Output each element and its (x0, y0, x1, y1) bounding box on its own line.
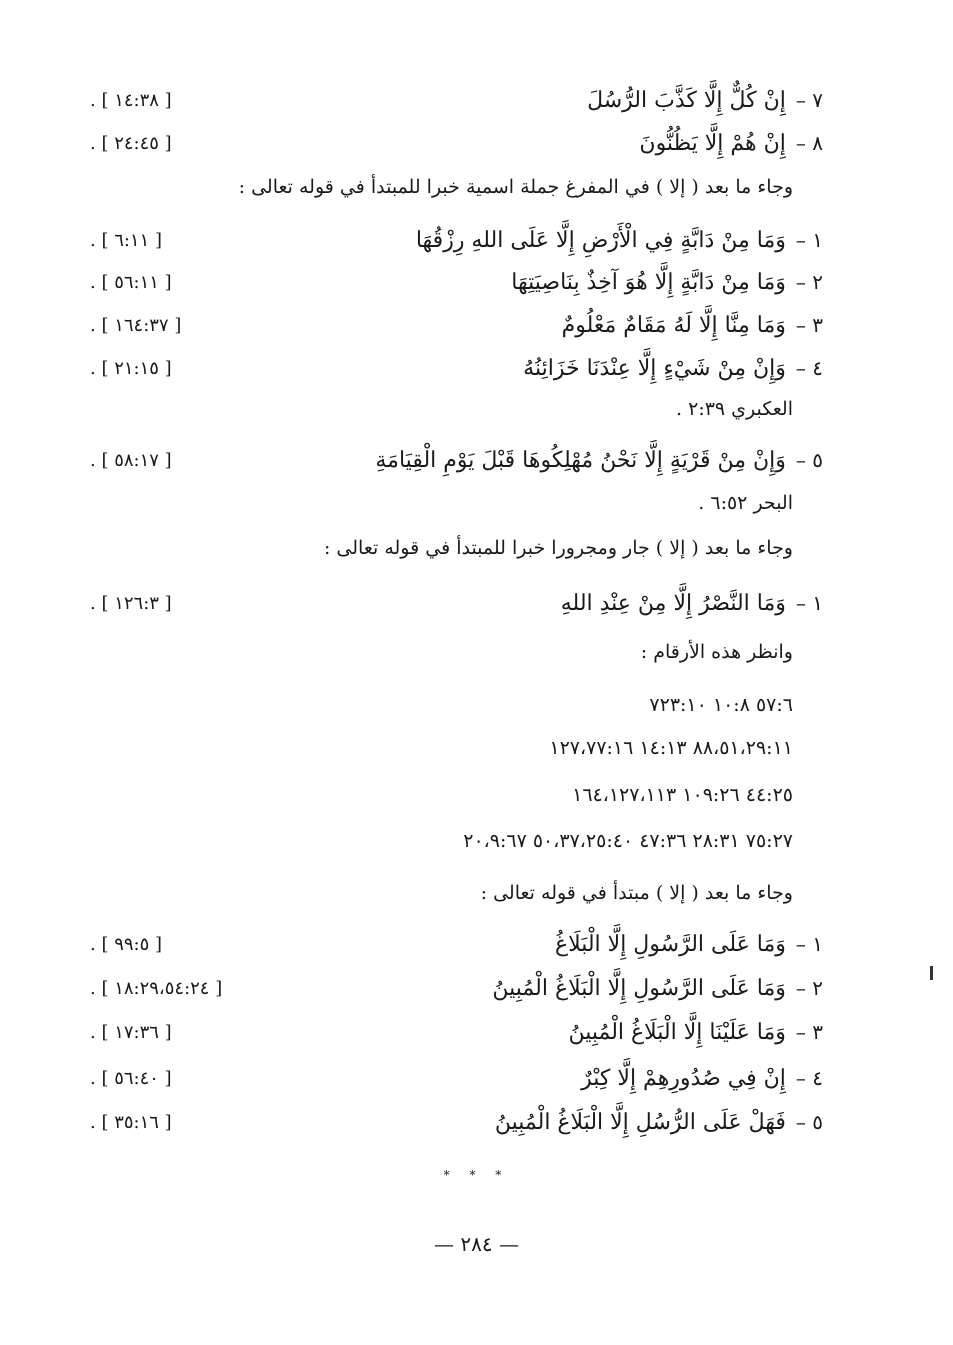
verse-text: إِنْ كُلٌّ إِلَّا كَذَّبَ الرُّسُلَ (587, 87, 786, 113)
verse-text-block (562, 313, 823, 338)
source-note: البحر ٦:٥٢ . (698, 492, 793, 514)
verse-text: وَمَا عَلَى الرَّسُولِ إِلَّا الْبَلَاغُ (554, 931, 786, 957)
source-note: العكبري ٢:٣٩ . (676, 398, 793, 420)
verse-row (90, 583, 823, 623)
reference-numbers-line: ٧٥:٢٧ ٢٨:٣١ ٤٧:٣٦ ٥٠،٣٧،٢٥:٤٠ ٢٠،٩:٦٧ (463, 830, 793, 852)
verse-text-block (495, 1110, 823, 1135)
verse-row (90, 80, 823, 120)
verse-text-block (492, 976, 823, 1001)
verse-row (90, 1012, 823, 1052)
verse-number: ٣ – (795, 1020, 823, 1044)
verse-reference: [ ١٨:٢٩،٥٤:٢٤ ] . (90, 977, 223, 999)
verse-number: ١ – (795, 228, 823, 252)
section-intro: وجاء ما بعد ( إلا ) مبتدأ في قوله تعالى : (480, 882, 793, 904)
section-intro: وانظر هذه الأرقام : (640, 641, 793, 663)
verse-number: ٥ – (795, 448, 823, 472)
verse-row (90, 220, 823, 260)
verse-text: فَهَلْ عَلَى الرُّسُلِ إِلَّا الْبَلَاغُ الْمُبِينُ (494, 1109, 786, 1135)
verse-text: وَمَا مِنَّا إِلَّا لَهُ مَقَامٌ مَعْلُومٌ (561, 312, 786, 338)
verse-text: وَمَا مِنْ دَابَّةٍ إِلَّا هُوَ آخِذٌ بِنَاصِيَتِهَا (511, 269, 786, 295)
verse-text-block (587, 88, 823, 113)
verse-row (90, 262, 823, 302)
verse-number: ٢ – (795, 270, 823, 294)
verse-text-block (416, 228, 823, 253)
verse-text: إِنْ فِي صُدُورِهِمْ إِلَّا كِبْرٌ (581, 1065, 786, 1091)
reference-numbers-line: ٨٨،٥١،٢٩:١١ ١٤:١٣ ١٢٧،٧٧:١٦ (549, 737, 793, 759)
reference-numbers-line: ٤٤:٢٥ ١٠٩:٢٦ ١٦٤،١٢٧،١١٣ (572, 784, 793, 806)
verse-text: وَإِنْ مِنْ شَيْءٍ إِلَّا عِنْدَنَا خَزَائِنُهُ (523, 355, 786, 381)
verse-text: وَإِنْ مِنْ قَرْيَةٍ إِلَّا نَحْنُ مُهْلِكُوهَا قَبْلَ يَوْمِ الْقِيَامَةِ (375, 447, 786, 473)
verse-text: وَمَا النَّصْرُ إِلَّا مِنْ عِنْدِ اللهِ (560, 590, 786, 616)
section-intro: وجاء ما بعد ( إلا ) في المفرغ جملة اسمية خبرا للمبتدأ في قوله تعالى : (238, 176, 793, 198)
verse-reference: [ ١٧:٣٦ ] . (90, 1021, 172, 1043)
verse-text: وَمَا عَلَى الرَّسُولِ إِلَّا الْبَلَاغُ الْمُبِينُ (492, 975, 786, 1001)
verse-row (90, 440, 823, 480)
verse-reference: [ ٢٤:٤٥ ] . (90, 132, 172, 154)
verse-text-block (561, 591, 823, 616)
section-intro: وجاء ما بعد ( إلا ) جار ومجرورا خبرا للمبتدأ في قوله تعالى : (323, 537, 793, 559)
verse-text: إِنْ هُمْ إِلَّا يَظُنُّونَ (639, 130, 786, 156)
verse-reference: [ ١٦٤:٣٧ ] . (90, 314, 182, 336)
verse-reference: [ ٥٦:١١ ] . (90, 271, 172, 293)
verse-number: ٧ – (795, 88, 823, 112)
verse-number: ٥ – (795, 1110, 823, 1134)
verse-reference: [ ٣٥:١٦ ] . (90, 1111, 172, 1133)
verse-row (90, 924, 823, 964)
verse-text: وَمَا مِنْ دَابَّةٍ فِي الْأَرْضِ إِلَّا عَلَى اللهِ رِزْقُهَا (415, 227, 786, 253)
section-separator: * * * (443, 1168, 510, 1182)
verse-number: ١ – (795, 591, 823, 615)
verse-text-block (555, 932, 823, 957)
scan-edge-mark (930, 966, 933, 980)
verse-row (90, 968, 823, 1008)
verse-number: ١ – (795, 932, 823, 956)
verse-reference: [ ٥٨:١٧ ] . (90, 449, 172, 471)
verse-reference: [ ١٤:٣٨ ] . (90, 89, 172, 111)
verse-row (90, 123, 823, 163)
reference-numbers-line: ٥٧:٦ ١٠:٨ ٧٢٣:١٠ (649, 694, 793, 716)
verse-reference: [ ٩٩:٥ ] . (90, 933, 163, 955)
verse-row (90, 348, 823, 388)
verse-row (90, 1102, 823, 1142)
verse-reference: [ ١٢٦:٣ ] . (90, 592, 172, 614)
verse-reference: [ ٥٦:٤٠ ] . (90, 1067, 172, 1089)
verse-number: ٨ – (795, 131, 823, 155)
verse-number: ٣ – (795, 313, 823, 337)
verse-text-block (523, 356, 823, 381)
verse-text-block (375, 448, 823, 473)
verse-text-block (581, 1066, 823, 1091)
verse-number: ٢ – (795, 976, 823, 1000)
verse-row (90, 1058, 823, 1098)
verse-number: ٤ – (795, 1066, 823, 1090)
verse-text-block (639, 131, 823, 156)
verse-reference: [ ٦:١١ ] . (90, 229, 163, 251)
verse-row (90, 305, 823, 345)
verse-text-block (568, 1020, 823, 1045)
verse-text-block (511, 270, 823, 295)
verse-reference: [ ٢١:١٥ ] . (90, 357, 172, 379)
verse-number: ٤ – (795, 356, 823, 380)
page-number: — ٢٨٤ — (434, 1232, 519, 1256)
verse-text: وَمَا عَلَيْنَا إِلَّا الْبَلَاغُ الْمُبِينُ (568, 1019, 786, 1045)
